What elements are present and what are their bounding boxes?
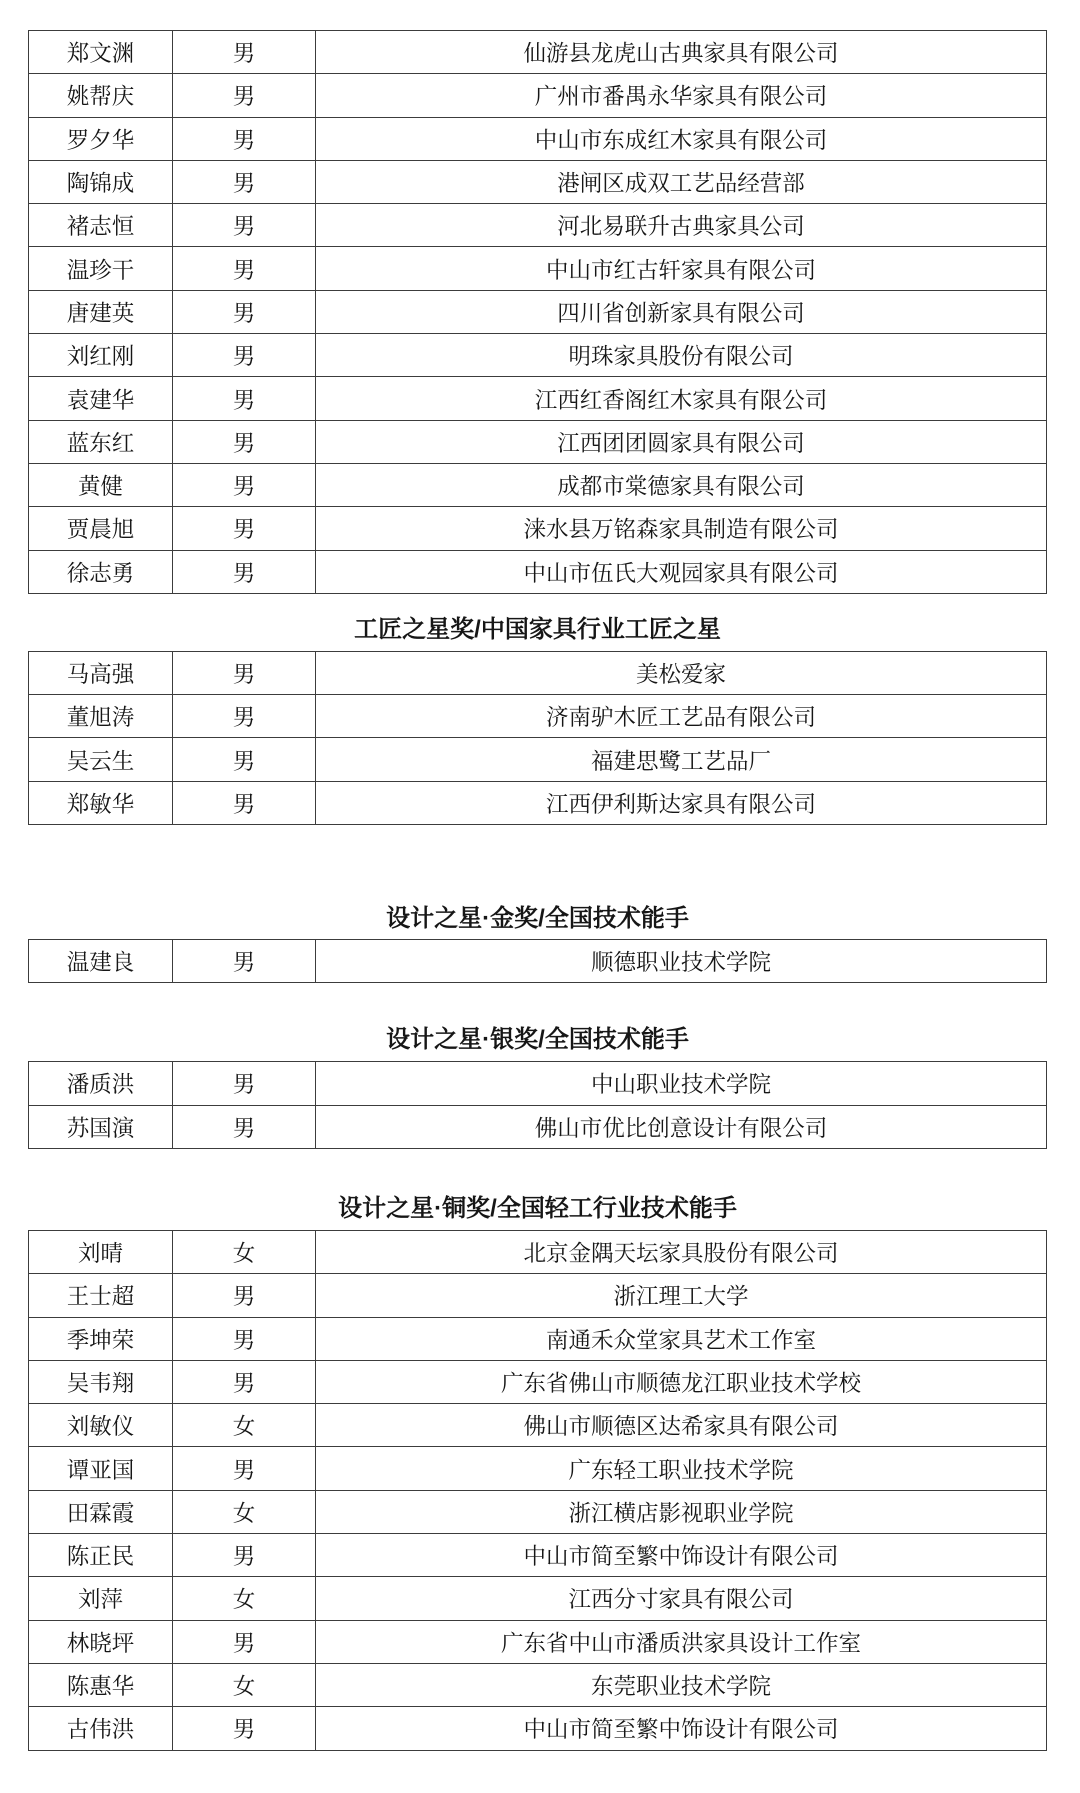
award-table bbox=[28, 939, 1047, 983]
award-section bbox=[0, 1023, 1080, 1149]
gender-cell: 女 bbox=[173, 1404, 316, 1447]
section-title: 设计之星·金奖/全国技术能手 bbox=[386, 905, 689, 933]
organization-cell: 港闸区成双工艺品经营部 bbox=[316, 160, 1047, 203]
winner-name-cell: 刘萍 bbox=[29, 1577, 173, 1620]
winner-name-cell: 徐志勇 bbox=[29, 550, 173, 593]
organization-cell: 江西分寸家具有限公司 bbox=[316, 1577, 1047, 1620]
table-row bbox=[29, 651, 1047, 694]
winner-name-cell: 谭亚国 bbox=[29, 1447, 173, 1490]
table-row bbox=[29, 1317, 1047, 1360]
gender-cell: 女 bbox=[173, 1663, 316, 1706]
winner-name-cell: 王士超 bbox=[29, 1274, 173, 1317]
table-row bbox=[29, 463, 1047, 506]
gender-cell: 男 bbox=[173, 31, 316, 74]
award-winners-document-page bbox=[0, 30, 1080, 1751]
winner-name-cell: 董旭涛 bbox=[29, 695, 173, 738]
award-table bbox=[28, 1061, 1047, 1149]
organization-cell: 广东省中山市潘质洪家具设计工作室 bbox=[316, 1620, 1047, 1663]
table-row bbox=[29, 1274, 1047, 1317]
table-row bbox=[29, 1534, 1047, 1577]
winner-name-cell: 郑敏华 bbox=[29, 781, 173, 824]
gender-cell: 男 bbox=[173, 334, 316, 377]
winner-name-cell: 郑文渊 bbox=[29, 31, 173, 74]
organization-cell: 广东轻工职业技术学院 bbox=[316, 1447, 1047, 1490]
winner-name-cell: 林晓坪 bbox=[29, 1620, 173, 1663]
gender-cell: 男 bbox=[173, 420, 316, 463]
table-row bbox=[29, 204, 1047, 247]
gender-cell: 男 bbox=[173, 781, 316, 824]
winner-name-cell: 袁建华 bbox=[29, 377, 173, 420]
winner-name-cell: 刘晴 bbox=[29, 1230, 173, 1273]
organization-cell: 明珠家具股份有限公司 bbox=[316, 334, 1047, 377]
winner-name-cell: 潘质洪 bbox=[29, 1062, 173, 1105]
table-row bbox=[29, 1490, 1047, 1533]
gender-cell: 男 bbox=[173, 204, 316, 247]
organization-cell: 佛山市优比创意设计有限公司 bbox=[316, 1105, 1047, 1148]
table-row bbox=[29, 738, 1047, 781]
table-row bbox=[29, 1620, 1047, 1663]
organization-cell: 四川省创新家具有限公司 bbox=[316, 290, 1047, 333]
winner-name-cell: 马高强 bbox=[29, 651, 173, 694]
organization-cell: 济南驴木匠工艺品有限公司 bbox=[316, 695, 1047, 738]
organization-cell: 中山市红古轩家具有限公司 bbox=[316, 247, 1047, 290]
gender-cell: 女 bbox=[173, 1490, 316, 1533]
organization-cell: 江西团团圆家具有限公司 bbox=[316, 420, 1047, 463]
organization-cell: 涞水县万铭森家具制造有限公司 bbox=[316, 507, 1047, 550]
gender-cell: 男 bbox=[173, 1317, 316, 1360]
award-section bbox=[0, 613, 1080, 825]
table-row bbox=[29, 377, 1047, 420]
table-row bbox=[29, 74, 1047, 117]
winner-name-cell: 吴云生 bbox=[29, 738, 173, 781]
winner-name-cell: 黄健 bbox=[29, 463, 173, 506]
winner-name-cell: 刘红刚 bbox=[29, 334, 173, 377]
section-title: 设计之星·银奖/全国技术能手 bbox=[386, 1026, 689, 1054]
gender-cell: 男 bbox=[173, 1534, 316, 1577]
table-row bbox=[29, 1360, 1047, 1403]
organization-cell: 仙游县龙虎山古典家具有限公司 bbox=[316, 31, 1047, 74]
gender-cell: 男 bbox=[173, 651, 316, 694]
organization-cell: 浙江理工大学 bbox=[316, 1274, 1047, 1317]
gender-cell: 男 bbox=[173, 1274, 316, 1317]
table-row bbox=[29, 1230, 1047, 1273]
organization-cell: 成都市棠德家具有限公司 bbox=[316, 463, 1047, 506]
table-row bbox=[29, 781, 1047, 824]
gender-cell: 男 bbox=[173, 738, 316, 781]
table-row bbox=[29, 1404, 1047, 1447]
organization-cell: 北京金隅天坛家具股份有限公司 bbox=[316, 1230, 1047, 1273]
organization-cell: 中山职业技术学院 bbox=[316, 1062, 1047, 1105]
winner-name-cell: 吴韦翔 bbox=[29, 1360, 173, 1403]
winner-name-cell: 陈正民 bbox=[29, 1534, 173, 1577]
gender-cell: 男 bbox=[173, 1620, 316, 1663]
table-row bbox=[29, 1105, 1047, 1148]
winner-name-cell: 陈惠华 bbox=[29, 1663, 173, 1706]
gender-cell: 男 bbox=[173, 74, 316, 117]
table-row bbox=[29, 940, 1047, 983]
organization-cell: 佛山市顺德区达希家具有限公司 bbox=[316, 1404, 1047, 1447]
winner-name-cell: 褚志恒 bbox=[29, 204, 173, 247]
gender-cell: 男 bbox=[173, 247, 316, 290]
winner-name-cell: 陶锦成 bbox=[29, 160, 173, 203]
gender-cell: 男 bbox=[173, 550, 316, 593]
table-row bbox=[29, 550, 1047, 593]
gender-cell: 女 bbox=[173, 1230, 316, 1273]
winner-name-cell: 贾晨旭 bbox=[29, 507, 173, 550]
organization-cell: 中山市简至繁中饰设计有限公司 bbox=[316, 1534, 1047, 1577]
winner-name-cell: 温建良 bbox=[29, 940, 173, 983]
award-table bbox=[28, 30, 1047, 594]
winner-name-cell: 罗夕华 bbox=[29, 117, 173, 160]
organization-cell: 美松爱家 bbox=[316, 651, 1047, 694]
winner-name-cell: 季坤荣 bbox=[29, 1317, 173, 1360]
gender-cell: 男 bbox=[173, 1360, 316, 1403]
table-row bbox=[29, 160, 1047, 203]
award-section bbox=[0, 1192, 1080, 1751]
section-title: 设计之星·铜奖/全国轻工行业技术能手 bbox=[338, 1194, 737, 1222]
gender-cell: 男 bbox=[173, 1707, 316, 1750]
award-section bbox=[0, 902, 1080, 983]
winner-name-cell: 蓝东红 bbox=[29, 420, 173, 463]
organization-cell: 顺德职业技术学院 bbox=[316, 940, 1047, 983]
gender-cell: 男 bbox=[173, 1105, 316, 1148]
gender-cell: 男 bbox=[173, 160, 316, 203]
gender-cell: 男 bbox=[173, 507, 316, 550]
gender-cell: 男 bbox=[173, 290, 316, 333]
winner-name-cell: 姚帮庆 bbox=[29, 74, 173, 117]
organization-cell: 广州市番禺永华家具有限公司 bbox=[316, 74, 1047, 117]
award-section bbox=[0, 30, 1080, 594]
winner-name-cell: 刘敏仪 bbox=[29, 1404, 173, 1447]
winner-name-cell: 田霖霞 bbox=[29, 1490, 173, 1533]
winner-name-cell: 温珍干 bbox=[29, 247, 173, 290]
organization-cell: 南通禾众堂家具艺术工作室 bbox=[316, 1317, 1047, 1360]
table-row bbox=[29, 1577, 1047, 1620]
organization-cell: 浙江横店影视职业学院 bbox=[316, 1490, 1047, 1533]
table-row bbox=[29, 1447, 1047, 1490]
gender-cell: 男 bbox=[173, 1062, 316, 1105]
table-row bbox=[29, 1707, 1047, 1750]
gender-cell: 女 bbox=[173, 1577, 316, 1620]
section-title: 工匠之星奖/中国家具行业工匠之星 bbox=[354, 615, 721, 643]
organization-cell: 中山市伍氏大观园家具有限公司 bbox=[316, 550, 1047, 593]
organization-cell: 河北易联升古典家具公司 bbox=[316, 204, 1047, 247]
award-table bbox=[28, 1230, 1047, 1751]
organization-cell: 中山市东成红木家具有限公司 bbox=[316, 117, 1047, 160]
winner-name-cell: 古伟洪 bbox=[29, 1707, 173, 1750]
table-row bbox=[29, 247, 1047, 290]
winner-name-cell: 苏国演 bbox=[29, 1105, 173, 1148]
table-row bbox=[29, 420, 1047, 463]
table-row bbox=[29, 31, 1047, 74]
organization-cell: 东莞职业技术学院 bbox=[316, 1663, 1047, 1706]
gender-cell: 男 bbox=[173, 1447, 316, 1490]
gender-cell: 男 bbox=[173, 695, 316, 738]
table-row bbox=[29, 290, 1047, 333]
organization-cell: 江西伊利斯达家具有限公司 bbox=[316, 781, 1047, 824]
organization-cell: 广东省佛山市顺德龙江职业技术学校 bbox=[316, 1360, 1047, 1403]
organization-cell: 江西红香阁红木家具有限公司 bbox=[316, 377, 1047, 420]
table-row bbox=[29, 695, 1047, 738]
gender-cell: 男 bbox=[173, 463, 316, 506]
award-table bbox=[28, 651, 1047, 825]
table-row bbox=[29, 1062, 1047, 1105]
winner-name-cell: 唐建英 bbox=[29, 290, 173, 333]
organization-cell: 福建思鹭工艺品厂 bbox=[316, 738, 1047, 781]
gender-cell: 男 bbox=[173, 940, 316, 983]
organization-cell: 中山市简至繁中饰设计有限公司 bbox=[316, 1707, 1047, 1750]
table-row bbox=[29, 1663, 1047, 1706]
gender-cell: 男 bbox=[173, 117, 316, 160]
gender-cell: 男 bbox=[173, 377, 316, 420]
table-row bbox=[29, 117, 1047, 160]
table-row bbox=[29, 507, 1047, 550]
table-row bbox=[29, 334, 1047, 377]
